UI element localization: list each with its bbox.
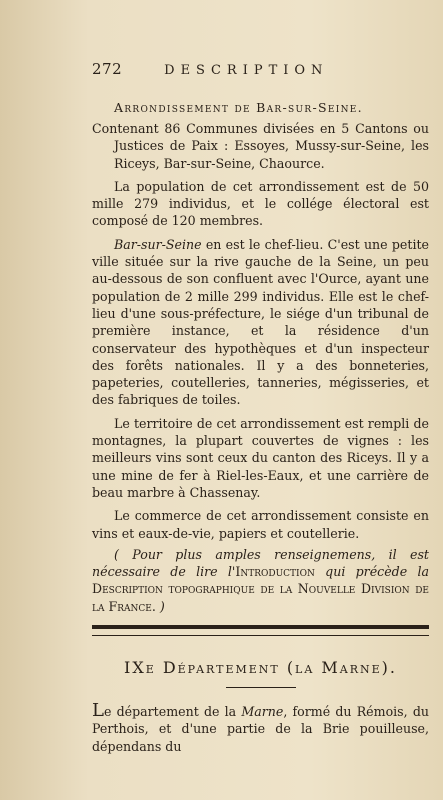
page-number: 272 — [92, 60, 123, 78]
territory-paragraph: Le territoire de cet arrondissement est rempli de montagnes, la plupart couvertes de vignes : les meilleurs vins sont ceux du canton des Riceys. Il y a une mine de fer à Riel-les-Eaux, et une carrière de beau marbre à Chassenay. — [92, 415, 429, 500]
note-part3: ) — [155, 598, 165, 614]
running-head — [92, 60, 429, 78]
chef-lieu-name: Bar-sur-Seine — [114, 236, 202, 252]
chef-lieu-paragraph — [92, 236, 429, 409]
chef-lieu-text: en est le chef-lieu. C'est une petite ville située sur la rive gauche de la Seine, un peu au-dessous de son confluent avec l'Ource, ayant une population de 2 mille 299 individus. Elle est le chef-lieu d'une sous-préfecture, le siége d'un tribunal de première instance, et la résidence d'un conservateur des hypothèques et d'un inspecteur des forêts nationales. Il y a des bonneteries, papeteries, coutelleries, tanneries, mégisseries, et des fabriques de toiles. — [92, 236, 429, 408]
note-description: Description topographique de la Nouvelle Division de la France. — [92, 581, 429, 614]
department-heading: IXe Département (la Marne). — [124, 658, 397, 678]
short-rule-divider — [226, 687, 296, 688]
department-text-start: e département de la — [103, 704, 242, 720]
drop-cap: L — [92, 700, 104, 722]
note-part2: qui précède la — [314, 564, 429, 580]
double-rule-divider — [92, 625, 429, 636]
department-name: Marne — [241, 704, 284, 720]
commerce-paragraph: Le commerce de cet arrondissement consiste en vins et eaux-de-vie, papiers et coutellerie. — [92, 508, 429, 541]
note-introduction: Introduction — [235, 564, 315, 580]
reference-note — [92, 546, 429, 615]
intro-paragraph: Contenant 86 Communes divisées en 5 Cantons ou Justices de Paix : Essoyes, Mussy-sur-Seine, les Riceys, Bar-sur-Seine, Chaource. — [92, 121, 429, 171]
population-paragraph: La population de cet arrondissement est de 50 mille 279 individus, et le collége électoral est composé de 120 membres. — [92, 178, 429, 229]
note-part1: ( Pour plus amples renseignemens, il est nécessaire de lire l' — [92, 546, 429, 580]
section-heading: Arrondissement de Bar-sur-Seine. — [114, 100, 363, 115]
department-text-end: , formé du Rémois, du Perthois, et d'une partie de la Brie pouilleuse, dépendans du — [92, 704, 429, 754]
department-paragraph — [92, 702, 429, 755]
running-title: DESCRIPTION — [164, 63, 329, 78]
